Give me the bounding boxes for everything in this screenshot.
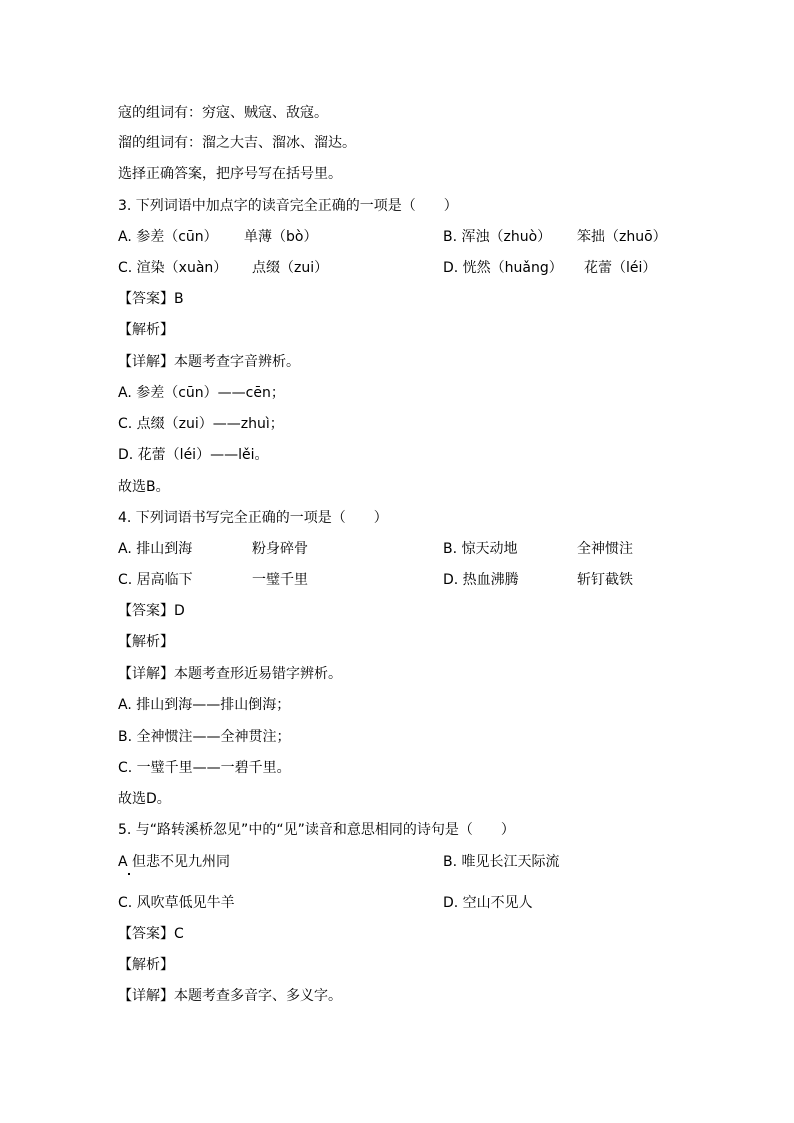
q4-option-b: B. 惊天动地 <box>443 541 518 557</box>
q5-option-d: D. 空山不见人 <box>443 895 533 911</box>
q5-analysis: 【解析】 <box>118 957 174 973</box>
q4-analysis: 【解析】 <box>118 634 174 650</box>
q4-line: 故选D。 <box>118 791 171 807</box>
intro-line: 寇的组词有：穷寇、贼寇、敌寇。 <box>118 105 328 121</box>
q3-line: A. 参差（cūn）——cēn； <box>118 385 285 401</box>
question-4-stem: 4. 下列词语书写完全正确的一项是（ ） <box>118 510 388 526</box>
q3-option-b-word2: 笨拙（zhuō） <box>577 229 667 245</box>
q5-answer: 【答案】C <box>118 926 184 942</box>
question-5-stem: 5. 与“路转溪桥忽见”中的“见”读音和意思相同的诗句是（ ） <box>118 822 515 838</box>
q4-option-d: D. 热血沸腾 <box>443 572 519 588</box>
q4-answer: 【答案】D <box>118 603 185 619</box>
q4-line: B. 全神惯注——全神贯注； <box>118 729 291 745</box>
q4-option-a: A. 排山到海 <box>118 541 193 557</box>
q5-option-a: A 但悲不见九州同 <box>118 854 231 870</box>
q4-option-d-word2: 斩钉截铁 <box>577 572 633 588</box>
q4-option-c: C. 居高临下 <box>118 572 193 588</box>
q3-line: C. 点缀（zui）——zhuì； <box>118 416 284 432</box>
q3-option-c-word2: 点缀（zui） <box>252 260 329 276</box>
q3-analysis: 【解析】 <box>118 322 174 338</box>
emphasis-dot <box>128 873 130 875</box>
q5-detail: 【详解】本题考查多音字、多义字。 <box>118 988 342 1004</box>
q3-line: 故选B。 <box>118 479 170 495</box>
q4-option-c-word2: 一璧千里 <box>252 572 308 588</box>
q4-detail: 【详解】本题考查形近易错字辨析。 <box>118 666 342 682</box>
q4-option-b-word2: 全神惯注 <box>577 541 633 557</box>
q3-line: D. 花蕾（léi）——lěi。 <box>118 447 269 463</box>
q3-option-d-word2: 花蕾（léi） <box>584 260 657 276</box>
intro-line: 选择正确答案，把序号写在括号里。 <box>118 166 342 182</box>
q3-option-a-word2: 单薄（bò） <box>244 229 318 245</box>
q3-option-c: C. 渲染（xuàn） <box>118 260 228 276</box>
q4-line: A. 排山到海——排山倒海； <box>118 697 291 713</box>
question-3-stem: 3. 下列词语中加点字的读音完全正确的一项是（ ） <box>118 198 458 214</box>
q3-answer: 【答案】B <box>118 291 184 307</box>
q3-detail: 【详解】本题考查字音辨析。 <box>118 354 300 370</box>
q4-line: C. 一璧千里——一碧千里。 <box>118 760 291 776</box>
q5-option-b: B. 唯见长江天际流 <box>443 854 560 870</box>
intro-line: 溜的组词有：溜之大吉、溜冰、溜达。 <box>118 135 356 151</box>
q3-option-d: D. 恍然（huǎng） <box>443 260 563 276</box>
q5-option-c: C. 风吹草低见牛羊 <box>118 895 235 911</box>
q4-option-a-word2: 粉身碎骨 <box>252 541 308 557</box>
q3-option-a: A. 参差（cūn） <box>118 229 218 245</box>
q3-option-b: B. 浑浊（zhuò） <box>443 229 552 245</box>
